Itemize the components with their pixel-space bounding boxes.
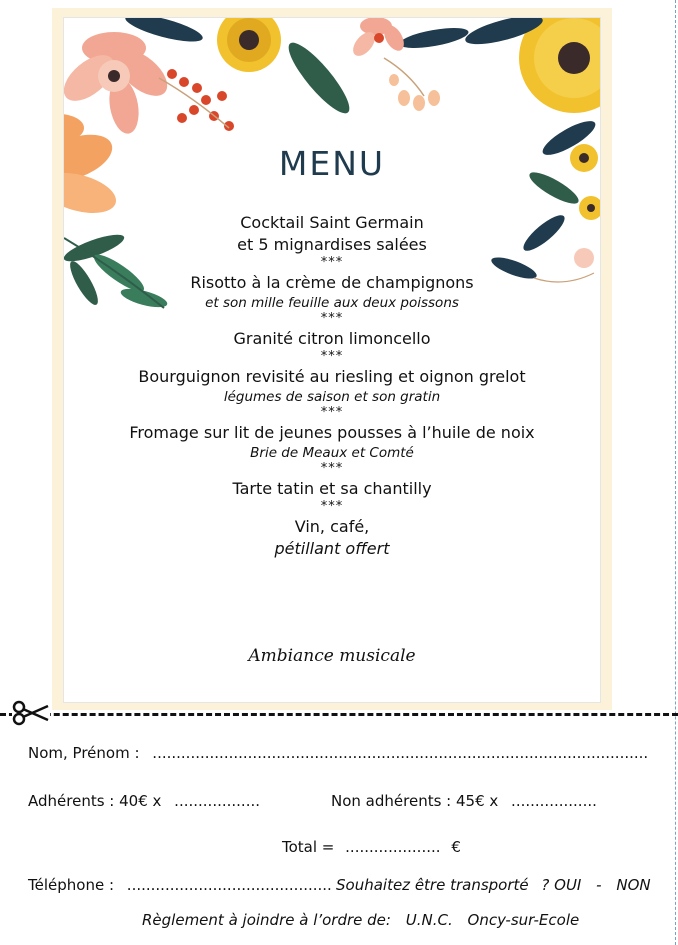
menu-title: MENU	[278, 144, 386, 183]
transport-yes-option[interactable]: ? OUI	[541, 876, 582, 894]
phone-field[interactable]: ...........................................	[126, 876, 332, 894]
peach-buds	[389, 74, 440, 111]
total-row	[282, 838, 461, 856]
course-7-title: Vin, café,	[294, 517, 370, 536]
course-3-title: Granité citron limoncello	[233, 329, 431, 348]
total-currency: €	[451, 838, 461, 856]
nonmembers-row	[331, 792, 597, 810]
course-4-title: Bourguignon revisité au riesling et oignon grelot	[138, 367, 526, 386]
transport-no-option[interactable]: NON	[616, 876, 651, 894]
yellow-flower-top-right	[519, 18, 600, 113]
course-5-title: Fromage sur lit de jeunes pousses à l’huile de noix	[129, 423, 535, 442]
transport-question: Souhaitez être transporté	[336, 876, 529, 894]
red-berries-top-left	[167, 69, 234, 131]
name-label: Nom, Prénom :	[28, 744, 140, 762]
menu-course-list	[64, 212, 600, 560]
members-quantity-field[interactable]: ..................	[174, 792, 260, 810]
course-separator: ***	[320, 461, 344, 476]
course-separator: ***	[320, 349, 344, 364]
phone-label: Téléphone :	[28, 876, 115, 894]
payment-row	[142, 911, 579, 929]
total-field[interactable]: ....................	[345, 838, 441, 856]
course-2-title: Risotto à la crème de champignons	[190, 273, 474, 292]
payment-org: U.N.C.	[405, 911, 453, 929]
nonmembers-label: Non adhérents : 45€ x	[331, 792, 499, 810]
course-1-line-1: Cocktail Saint Germain	[240, 213, 424, 232]
members-row	[28, 792, 260, 810]
name-field[interactable]: ........................................................................................................	[152, 744, 649, 762]
course-separator: ***	[320, 499, 344, 514]
payment-text: Règlement à joindre à l’ordre de:	[142, 911, 391, 929]
course-separator: ***	[320, 255, 344, 270]
course-7-subtitle: pétillant offert	[274, 539, 390, 558]
members-label: Adhérents : 40€ x	[28, 792, 162, 810]
course-separator: ***	[320, 405, 344, 420]
course-2-subtitle: et son mille feuille aux deux poissons	[205, 295, 459, 311]
pink-flower-top-center	[349, 18, 408, 60]
course-separator: ***	[320, 311, 344, 326]
cut-dashed-line	[0, 713, 678, 716]
ambiance-musicale: Ambiance musicale	[248, 646, 416, 666]
transport-row	[336, 876, 651, 894]
transport-dash: -	[596, 876, 602, 894]
course-1-line-2: et 5 mignardises salées	[237, 235, 427, 254]
menu-card	[64, 18, 600, 702]
scissors-icon	[12, 700, 50, 726]
total-label: Total =	[282, 838, 335, 856]
course-6-title: Tarte tatin et sa chantilly	[232, 479, 432, 498]
name-row	[28, 744, 648, 762]
yellow-flower-top-center	[217, 18, 281, 72]
nonmembers-quantity-field[interactable]: ..................	[511, 792, 597, 810]
page-right-border	[675, 0, 676, 945]
course-4-subtitle: légumes de saison et son gratin	[223, 389, 441, 405]
dark-leaves-top	[123, 18, 470, 120]
pink-flower-top-left	[64, 32, 175, 136]
phone-row	[28, 876, 332, 894]
course-5-subtitle: Brie de Meaux et Comté	[250, 445, 414, 461]
payment-town: Oncy-sur-Ecole	[467, 911, 580, 929]
